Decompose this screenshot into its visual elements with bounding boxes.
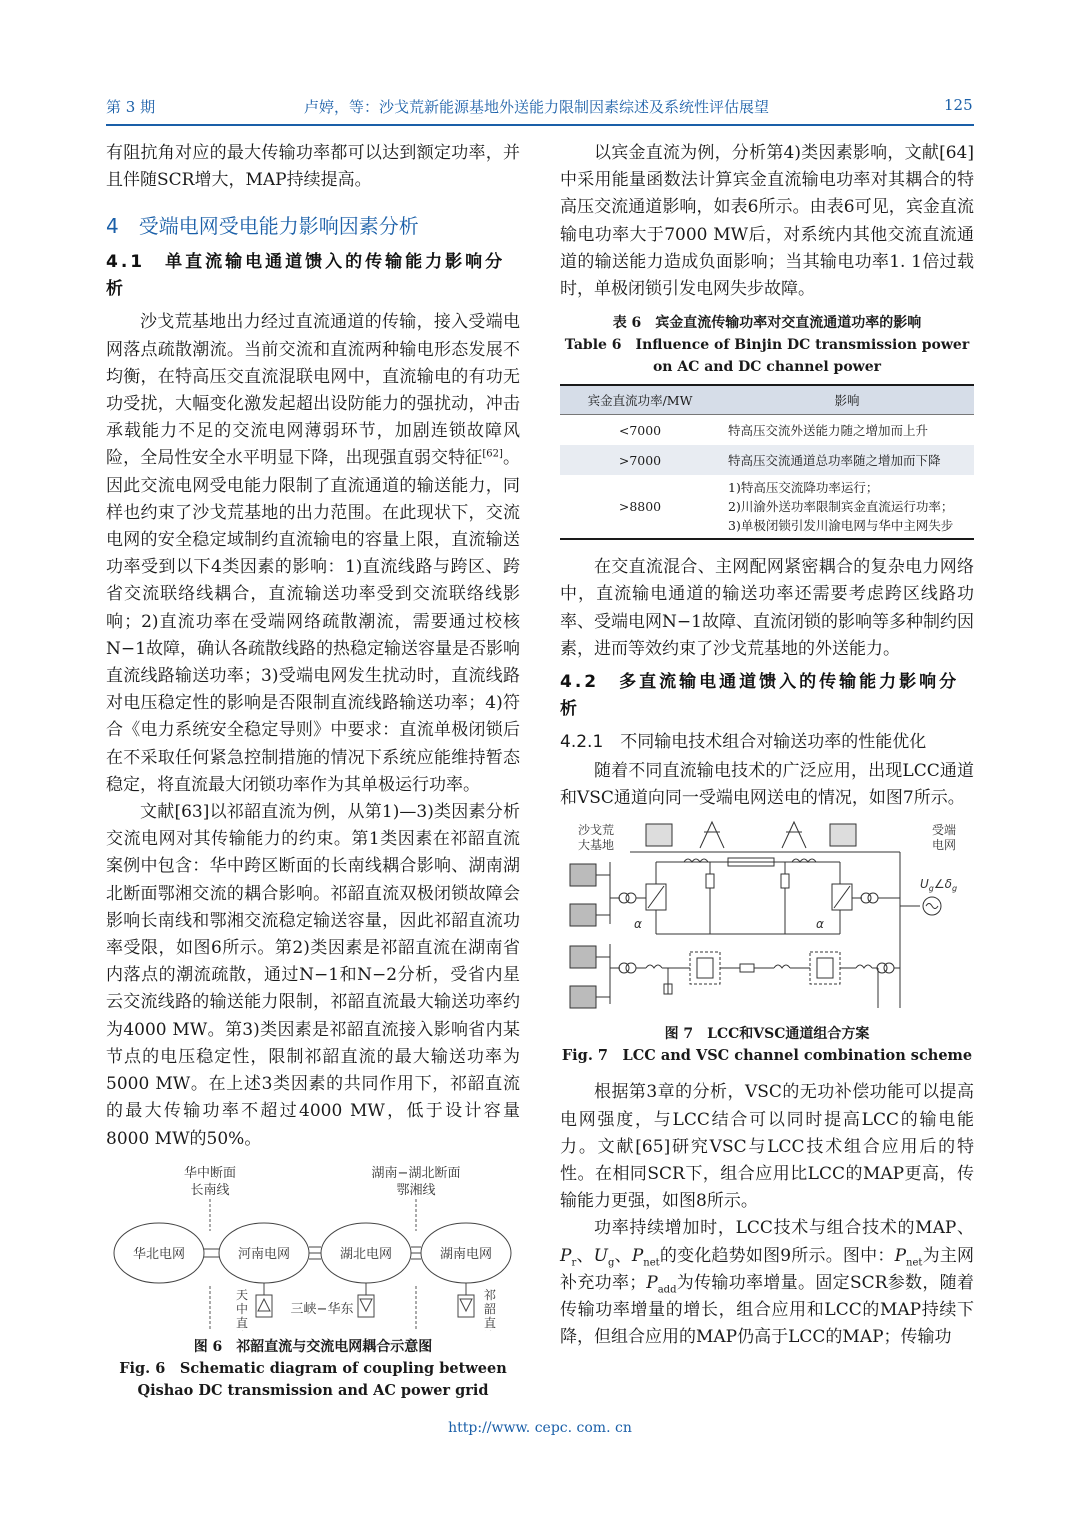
paragraph: 以宾金直流为例，分析第4)类因素影响，文献[64]中采用能量函数法计算宾金直流输电功率对其耦合的特高压交流通道影响，如表6所示。由表6可见，宾金直流输电功率大于7000 MW后，对系统内其他交流直流通道的输送能力造成负面影响；当其输电功率1. 1倍过载时，单极闭锁引发电网失步故障。 xyxy=(560,143,974,300)
fig7-alpha: α xyxy=(634,917,642,932)
right-column xyxy=(560,140,974,1351)
table-6-title-zh: 表 6 宾金直流传输功率对交直流通道功率的影响 xyxy=(612,315,922,332)
paragraph-text: 功率持续增加时，LCC技术与组合技术的MAP、 xyxy=(594,1218,974,1239)
node-label: 湖南电网 xyxy=(439,1246,493,1262)
symbol: P xyxy=(631,1245,644,1266)
paragraph xyxy=(560,1215,974,1351)
fig7-alpha: α xyxy=(816,917,824,932)
separator: 、 xyxy=(576,1245,594,1266)
fig7-source-label: $U_g\angle\delta_g$ xyxy=(920,877,958,894)
symbol: P xyxy=(560,1245,572,1266)
dc-valve-right xyxy=(458,1283,474,1317)
table-cell-line: 2)川渝外送功率限制宾金直流运行功率； xyxy=(728,499,954,515)
table-cell: 特高压交流外送能力随之增加而上升 xyxy=(728,423,929,439)
subsection-heading: 4.2 多直流输电通道馈入的传输能力影响分析 xyxy=(560,672,960,720)
fig7-right-label: 受端 xyxy=(931,823,957,838)
fig6-right-dc: 祁韶直 xyxy=(483,1287,497,1330)
paragraph xyxy=(106,309,520,799)
paragraph: 在交直流混合、主网配网紧密耦合的复杂电力网络中，直流输电通道的输送功率还需要考虑跨区线路功率、受端电网N−1故障、直流闭锁的影响等多种制约因素，进而等效约束了沙戈荒基地的外送能力。 xyxy=(560,557,974,659)
paragraph: 随着不同直流输电技术的广泛应用，出现LCC通道和VSC通道向同一受端电网送电的情况，如图7所示。 xyxy=(560,761,974,809)
table-cell-line: 1)特高压交流降功率运行； xyxy=(728,480,879,496)
symbol-sub: add xyxy=(657,1284,677,1296)
symbol-sub: g xyxy=(607,1257,615,1269)
citation: [62] xyxy=(482,448,503,460)
running-title: 卢婷，等：沙戈荒新能源基地外送能力限制因素综述及系统性评估展望 xyxy=(304,98,770,116)
page-number: 125 xyxy=(944,96,973,114)
figure-6-diagram xyxy=(106,1161,520,1331)
subsubsection-heading: 4.2.1 不同输电技术组合对输送功率的性能优化 xyxy=(560,732,927,753)
fig6-label-a1: 华中断面 xyxy=(183,1165,237,1181)
subsection-heading: 4.1 单直流输电通道馈入的传输能力影响分析 xyxy=(106,252,506,300)
symbol: P xyxy=(894,1245,907,1266)
paragraph: 文献[63]以祁韶直流为例，从第1)—3)类因素分析交流电网对其传输能力的约束。第1类因素在祁韶直流案例中包含：华中跨区断面的长南线耦合影响、湖南湖北断面鄂湘交流的耦合影响。祁韶直流双极闭锁故障会影响长南线和鄂湘交流稳定输送容量，因此祁韶直流功率受限，如图6所示。第2)类因素是祁韶直流在湖南省内落点的潮流疏散，通过N−1和N−2分析，受省内星云交流线路的输送能力限制，祁韶直流最大输送功率约为4000 MW。第3)类因素是祁韶直流接入影响省内某节点的电压稳定性，限制祁韶直流的最大输送功率为5000 MW。在上述3类因素的共同作用下，祁韶直流的最大传输功率不超过4000 MW，低于设计容量8000 MW的50%。 xyxy=(106,802,520,1149)
fig7-left-label: 大基地 xyxy=(577,838,615,853)
figure-6-caption-en: Fig. 6 Schematic diagram of coupling between Qishao DC transmission and AC power grid xyxy=(119,1359,507,1399)
dc-valve-mid xyxy=(358,1283,374,1317)
node-label: 华北电网 xyxy=(132,1246,186,1262)
figure-7-caption-en: Fig. 7 LCC and VSC channel combination scheme xyxy=(561,1047,973,1065)
paragraph-text: 为传输功率增量。固定SCR参数，随着传输功率增量的增长，组合应用和LCC的MAP持续下降，但组合应用的MAP仍高于LCC的MAP；传输功 xyxy=(560,1272,974,1348)
table-6-title-en: Table 6 Influence of Binjin DC transmission power on AC and DC channel power xyxy=(564,337,970,376)
table-cell xyxy=(720,475,974,539)
table-row xyxy=(560,475,974,539)
symbol: P xyxy=(646,1272,658,1293)
table-row xyxy=(560,415,974,446)
paragraph-text: 的变化趋势如图9所示。图中： xyxy=(659,1245,895,1266)
issue-number: 第 3 期 xyxy=(106,98,156,116)
left-column xyxy=(106,140,520,1402)
paragraph-text: 沙戈荒基地出力经过直流通道的传输，接入受端电网落点疏散潮流。当前交流和直流两种输电形态发展不均衡，在特高压交直流混联电网中，直流输电的有功无功受扰，大幅变化激发起超出设防能力的强扰动，冲击承载能力不足的交流电网薄弱环节，加剧连锁故障风险，全局性安全水平明显下降，出现强直弱交特征 xyxy=(106,312,520,469)
wind-solar-icon xyxy=(570,864,596,1008)
symbol-sub: net xyxy=(643,1257,660,1269)
figure-7-diagram xyxy=(560,818,974,1018)
footer-url[interactable]: http://www. cepc. com. cn xyxy=(448,1420,632,1436)
paragraph: 有阻抗角对应的最大传输功率都可以达到额定功率，并且伴随SCR增大，MAP持续提高。 xyxy=(106,143,520,191)
table-cell: 特高压交流通道总功率随之增加而下降 xyxy=(720,445,974,475)
fig7-right-label: 电网 xyxy=(931,838,957,853)
figure-6-caption-zh: 图 6 祁韶直流与交流电网耦合示意图 xyxy=(193,1338,433,1355)
header-rule xyxy=(106,124,974,126)
paragraph-text: 。因此交流电网受电能力限制了直流通道的输送能力，同样也约束了沙戈荒基地的出力范围。在此现状下，交流电网的安全稳定域制约直流输电的容量上限，直流输送功率受到以下4类因素的影响：1)直流线路与跨区、跨省交流联络线耦合，直流输送功率受到交流联络线影响；2)直流功率在受端网络疏散潮流，需要通过校核N−1故障，确认各疏散线路的热稳定输送容量是否影响直流线路输送功率；3)受端电网发生扰动时，直流线路对电压稳定性的影响是否限制直流线路输送功率；4)符合《电力系统安全稳定导则》中要求：直流单极闭锁后在不采取任何紧急控制措施的情况下系统应能维持暂态稳定，将直流最大闭锁功率作为其单极运行功率。 xyxy=(106,448,521,795)
table-6 xyxy=(560,384,974,540)
section-heading: 4 受端电网受电能力影响因素分析 xyxy=(106,214,419,239)
fig6-label-b2: 鄂湘线 xyxy=(396,1182,436,1198)
running-header xyxy=(0,0,1080,130)
fig6-label-a2: 长南线 xyxy=(190,1182,230,1198)
fig6-left-dc: 天中直 xyxy=(235,1287,249,1330)
dc-valve-left xyxy=(256,1283,272,1317)
figure-7-caption-zh: 图 7 LCC和VSC通道组合方案 xyxy=(664,1026,870,1043)
separator: 、 xyxy=(614,1245,632,1266)
fig6-mid-dc: 三峡−华东 xyxy=(290,1301,354,1317)
paragraph-text: 为主网补充功率； xyxy=(560,1245,975,1293)
table-header-row xyxy=(560,385,974,415)
symbol-sub: net xyxy=(906,1257,923,1269)
fig7-left-label: 沙戈荒 xyxy=(577,823,615,838)
fig6-label-b1: 湖南−湖北断面 xyxy=(371,1165,461,1181)
transmission-tower-icon xyxy=(646,822,856,848)
symbol: U xyxy=(593,1245,608,1266)
table-header-cell: 宾金直流功率/MW xyxy=(560,385,720,415)
table-cell: >7000 xyxy=(560,445,720,475)
table-row xyxy=(560,445,974,475)
node-label: 湖北电网 xyxy=(339,1246,393,1262)
node-label: 河南电网 xyxy=(237,1246,291,1262)
table-cell-line: 3)单极闭锁引发川渝电网与华中主网失步 xyxy=(728,518,954,534)
table-cell: >8800 xyxy=(560,475,720,539)
table-header-cell: 影响 xyxy=(720,385,974,415)
symbol-sub: r xyxy=(571,1257,577,1269)
table-cell: <7000 xyxy=(618,422,662,438)
paragraph: 根据第3章的分析，VSC的无功补偿功能可以提高电网强度，与LCC结合可以同时提高LCC的输电能力。文献[65]研究VSC与LCC技术组合应用后的特性。在相同SCR下，组合应用比LCC的MAP更高，传输能力更强，如图8所示。 xyxy=(560,1082,974,1212)
